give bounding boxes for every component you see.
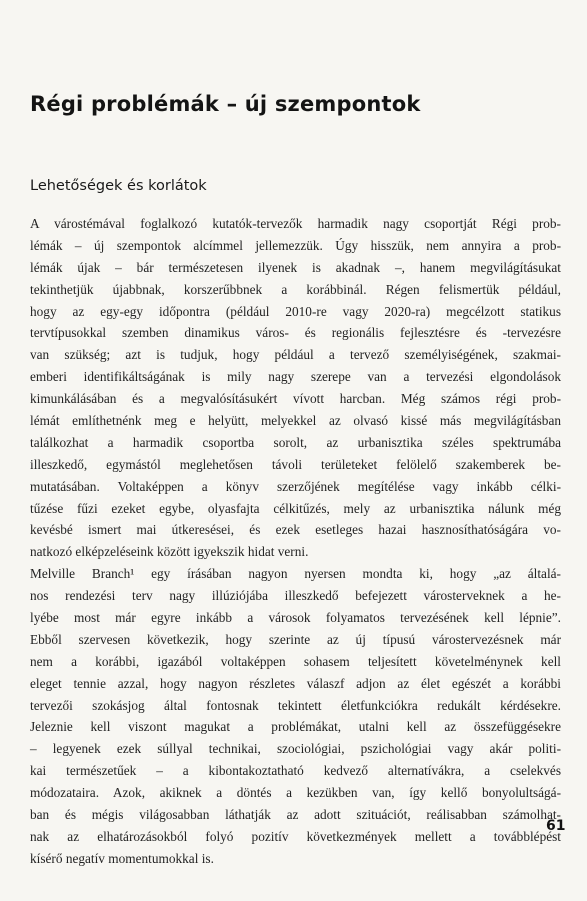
text-line: tervezői szokásjog által fontosnak tekintett életfunkciókra redukált kérdésekre.	[30, 697, 561, 713]
text-line: kai természetűek – a kibontakoztatható kedvező alternatívákra, a cselekvés	[30, 763, 561, 779]
text-line: illeszkedő, egymástól meglehetősen távoli területeket felölelő szakemberek be-	[30, 456, 561, 472]
body-text	[30, 213, 561, 870]
text-line: mutatásában. Voltaképpen a könyv szerzőjének megítélése vagy inkább célki-	[30, 478, 561, 494]
text-line: eleget tennie azzal, hogy nagyon részletes válaszf adjon az élet egészét a korábbi	[30, 675, 561, 691]
paragraph-2	[30, 563, 561, 869]
text-line: ban és mégis világosabban láthatják az adott szituációt, reálisabban számolhat-	[30, 807, 561, 823]
text-line: emberi identifikáltságának is mily nagy szerepe van a tervezési elgondolások	[30, 369, 561, 385]
text-line: van szükség; azt is tudjuk, hogy például a tervező személyiségének, szakmai-	[30, 347, 561, 363]
text-line: tekinthetjük újabbnak, korszerűbbnek a korábbinál. Régen felismertük például,	[30, 281, 561, 297]
text-line: – legyenek ezek súllyal technikai, szociológiai, pszichológiai vagy akár politi-	[30, 741, 561, 757]
text-line: lyébe most már egyre inkább a városok folyamatos tervezésének kell lépnie”.	[30, 610, 561, 626]
text-line: lémák – új szempontok alcímmel jellemezzük. Úgy hisszük, nem annyira a prob-	[30, 237, 561, 253]
text-line: natkozó elképzeléseink között igyekszik hidat verni.	[30, 544, 309, 560]
page-number: 61	[546, 818, 566, 834]
text-line: lémát említhetnénk meg e helyütt, melyekkel az olvasó kissé más megvilágításban	[30, 413, 561, 429]
text-line: tervtípusokkal szemben dinamikus város- és regionális fejlesztésre és -tervezésre	[30, 325, 561, 341]
text-line: módozataira. Azok, akiknek a döntés a kezükben van, így kellő bonyolultságá-	[30, 785, 561, 801]
paragraph-1	[30, 213, 561, 563]
text-line: Melville Branch¹ egy írásában nagyon nyersen mondta ki, hogy „az általá-	[30, 566, 561, 582]
text-line: Ebből szervesen következik, hogy szerinte az új típusú várostervezésnek már	[30, 631, 561, 647]
text-line: kevésbé ismert mai útkeresései, és ezek esetleges hazai hasznosíthatóságára vo-	[30, 522, 561, 538]
text-line: kimunkálásában és a megvalósításukért vívott harcban. Még számos régi prob-	[30, 391, 561, 407]
text-line: lémák újak – bár természetesen ilyenek is akadnak –, hanem megvilágításukat	[30, 259, 561, 275]
text-line: nak az elhatározásokból folyó pozitív következmények mellett a továbblépést	[30, 828, 561, 844]
text-line: hogy az egy-egy időpontra (például 2010-re vagy 2020-ra) megcélzott statikus	[30, 303, 561, 319]
text-line: A várostémával foglalkozó kutatók-tervezők harmadik nagy csoportját Régi prob-	[30, 216, 561, 231]
text-line: találkozhat a harmadik csoportba sorolt, az urbanisztika széles spektrumába	[30, 434, 561, 450]
text-line: Jeleznie kell viszont magukat a problémákat, utalni kell az összefüggésekre	[30, 719, 561, 735]
section-title: Lehetőségek és korlátok	[30, 178, 207, 194]
text-line: kísérő negatív momentumokkal is.	[30, 850, 214, 866]
text-line: nos rendezési terv nagy illúziójába illeszkedő befejezett városterveknek a he-	[30, 588, 561, 604]
chapter-heading: Régi problémák – új szempontok	[30, 92, 421, 116]
text-line: tűzése fűzi ezeket egybe, olyasfajta célkitűzés, mely az urbanisztika nálunk még	[30, 500, 561, 516]
text-line: nem a korábbi, igazából voltaképpen sohasem teljesített követelménynek kell	[30, 653, 561, 669]
